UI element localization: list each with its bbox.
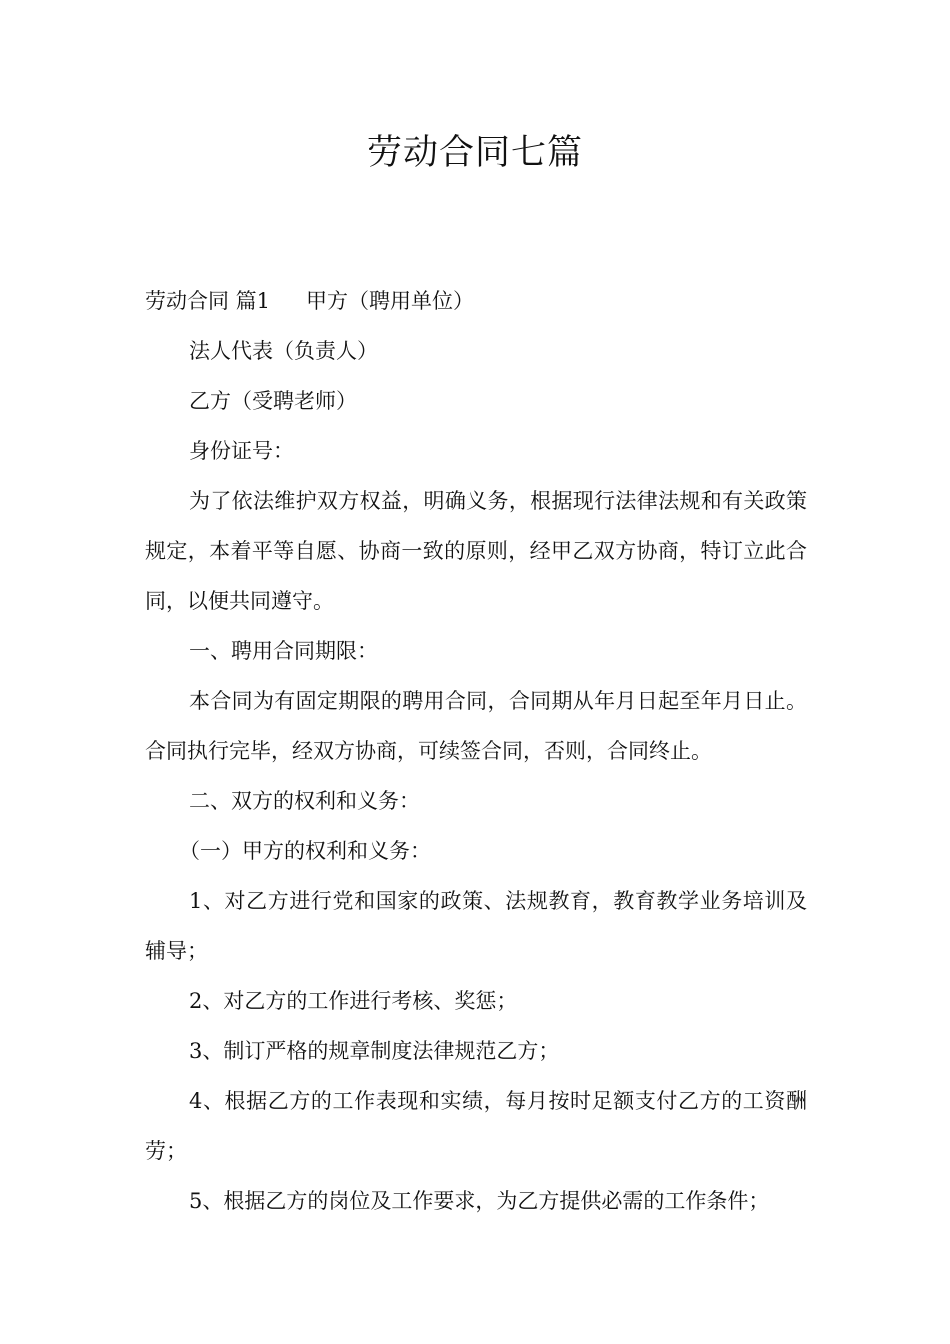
id-number-line: 身份证号： bbox=[189, 439, 294, 463]
party-b-line: 乙方（受聘老师） bbox=[189, 389, 357, 413]
list-item: 2、对乙方的工作进行考核、奖惩； bbox=[189, 989, 518, 1013]
document-title: 劳动合同七篇 bbox=[366, 133, 583, 173]
section-1-title: 一、聘用合同期限： bbox=[189, 639, 378, 663]
contract-label: 劳动合同 篇1 bbox=[145, 289, 271, 313]
list-item: 5、根据乙方的岗位及工作要求，为乙方提供必需的工作条件； bbox=[189, 1189, 770, 1213]
list-item: 1、对乙方进行党和国家的政策、法规教育，教育教学业务培训及辅导； bbox=[145, 889, 807, 963]
list-item: 3、制订严格的规章制度法律规范乙方； bbox=[189, 1039, 560, 1063]
section-2-title: 二、双方的权利和义务： bbox=[189, 789, 420, 813]
section-1-body: 本合同为有固定期限的聘用合同，合同期从年月日起至年月日止。合同执行完毕，经双方协商，可续签合同，否则，合同终止。 bbox=[145, 689, 807, 763]
contract-heading bbox=[145, 276, 807, 326]
list-item: 4、根据乙方的工作表现和实绩，每月按时足额支付乙方的工资酬劳； bbox=[145, 1089, 807, 1163]
section-2-subtitle: （一）甲方的权利和义务： bbox=[179, 839, 431, 863]
legal-rep-line: 法人代表（负责人） bbox=[189, 339, 378, 363]
party-a-line: 甲方（聘用单位） bbox=[306, 289, 475, 313]
document-body bbox=[145, 276, 807, 1226]
preamble-paragraph: 为了依法维护双方权益，明确义务，根据现行法律法规和有关政策规定，本着平等自愿、协商一致的原则，经甲乙双方协商，特订立此合同，以便共同遵守。 bbox=[145, 489, 807, 613]
